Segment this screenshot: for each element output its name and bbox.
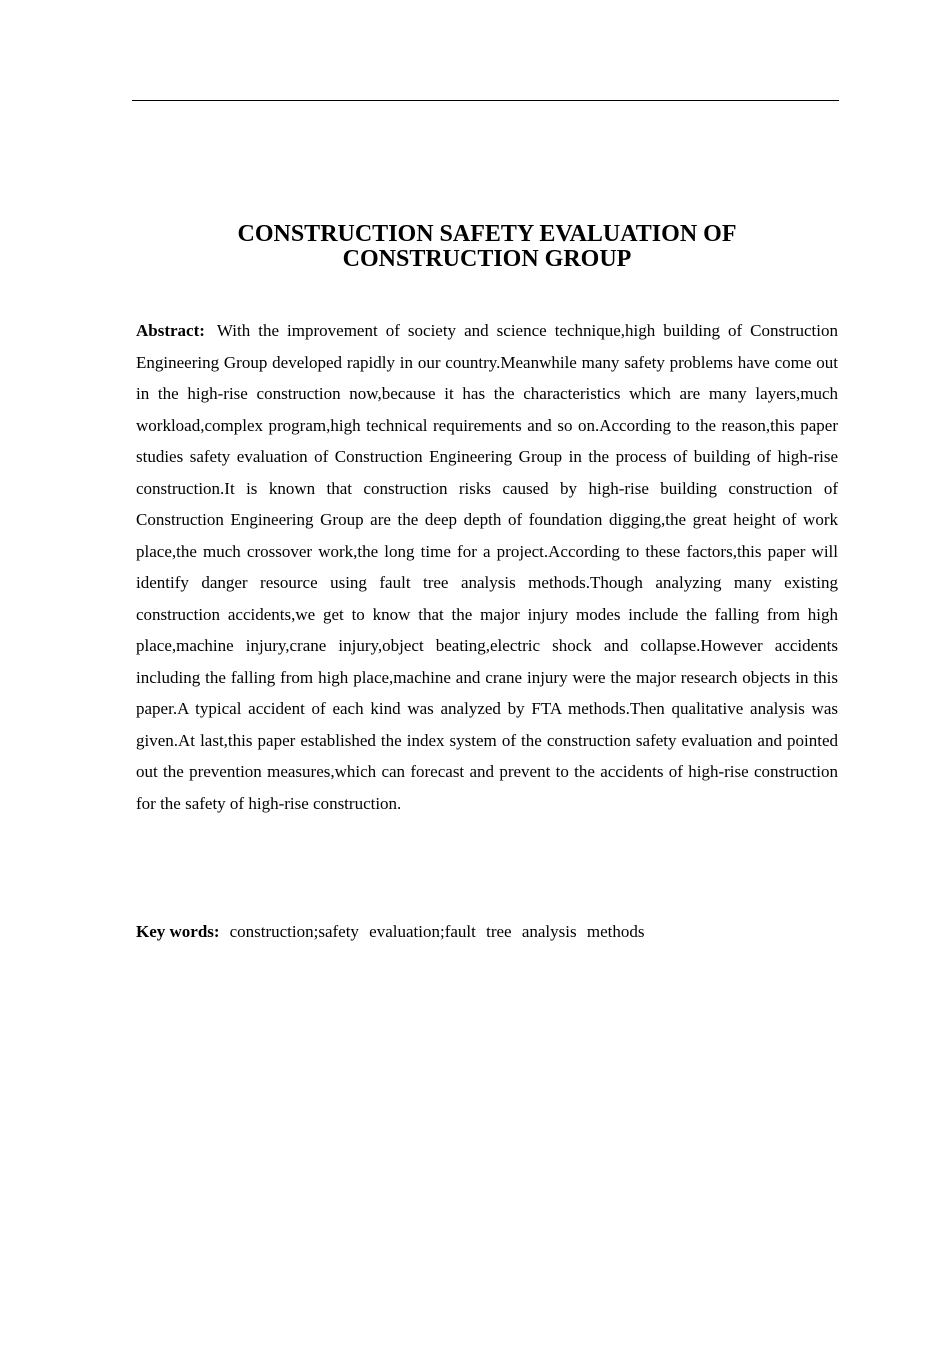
abstract-label: Abstract: bbox=[136, 321, 205, 340]
paper-title-line-2: CONSTRUCTION GROUP bbox=[342, 246, 632, 272]
abstract-paragraph bbox=[136, 315, 838, 819]
keywords-paragraph bbox=[136, 916, 838, 947]
header-rule bbox=[132, 100, 839, 101]
abstract-text: With the improvement of society and science technique,high building of Construction Engineering Group developed rapidly in our country.Meanwhile many safety problems have come out in the high-rise construction now,because it has the characteristics which are many layers,much workload,complex program,high technical requirements and so on.According to the reason,this paper studies safety evaluation of Construction Engineering Group in the process of building of high-rise construction.It is known that construction risks caused by high-rise building construction of Construction Engineering Group are the deep depth of foundation digging,the great height of work place,the much crossover work,the long time for a project.According to these factors,this paper will identify danger resource using fault tree analysis methods.Though analyzing many existing construction accidents,we get to know that the major injury modes include the falling from high place,machine injury,crane injury,object beating,electric shock and collapse.However accidents including the falling from high place,machine and crane injury were the major research objects in this paper.A typical accident of each kind was analyzed by FTA methods.Then qualitative analysis was given.At last,this paper established the index system of the construction safety evaluation and pointed out the prevention measures,which can forecast and prevent to the accidents of high-rise construction for the safety of high-rise construction. bbox=[136, 321, 838, 813]
keywords-label: Key words: bbox=[136, 922, 220, 941]
keywords-text: construction;safety evaluation;fault tree analysis methods bbox=[229, 922, 645, 941]
paper-title bbox=[136, 222, 838, 272]
paper-title-line-1: CONSTRUCTION SAFETY EVALUATION OF bbox=[237, 221, 737, 247]
